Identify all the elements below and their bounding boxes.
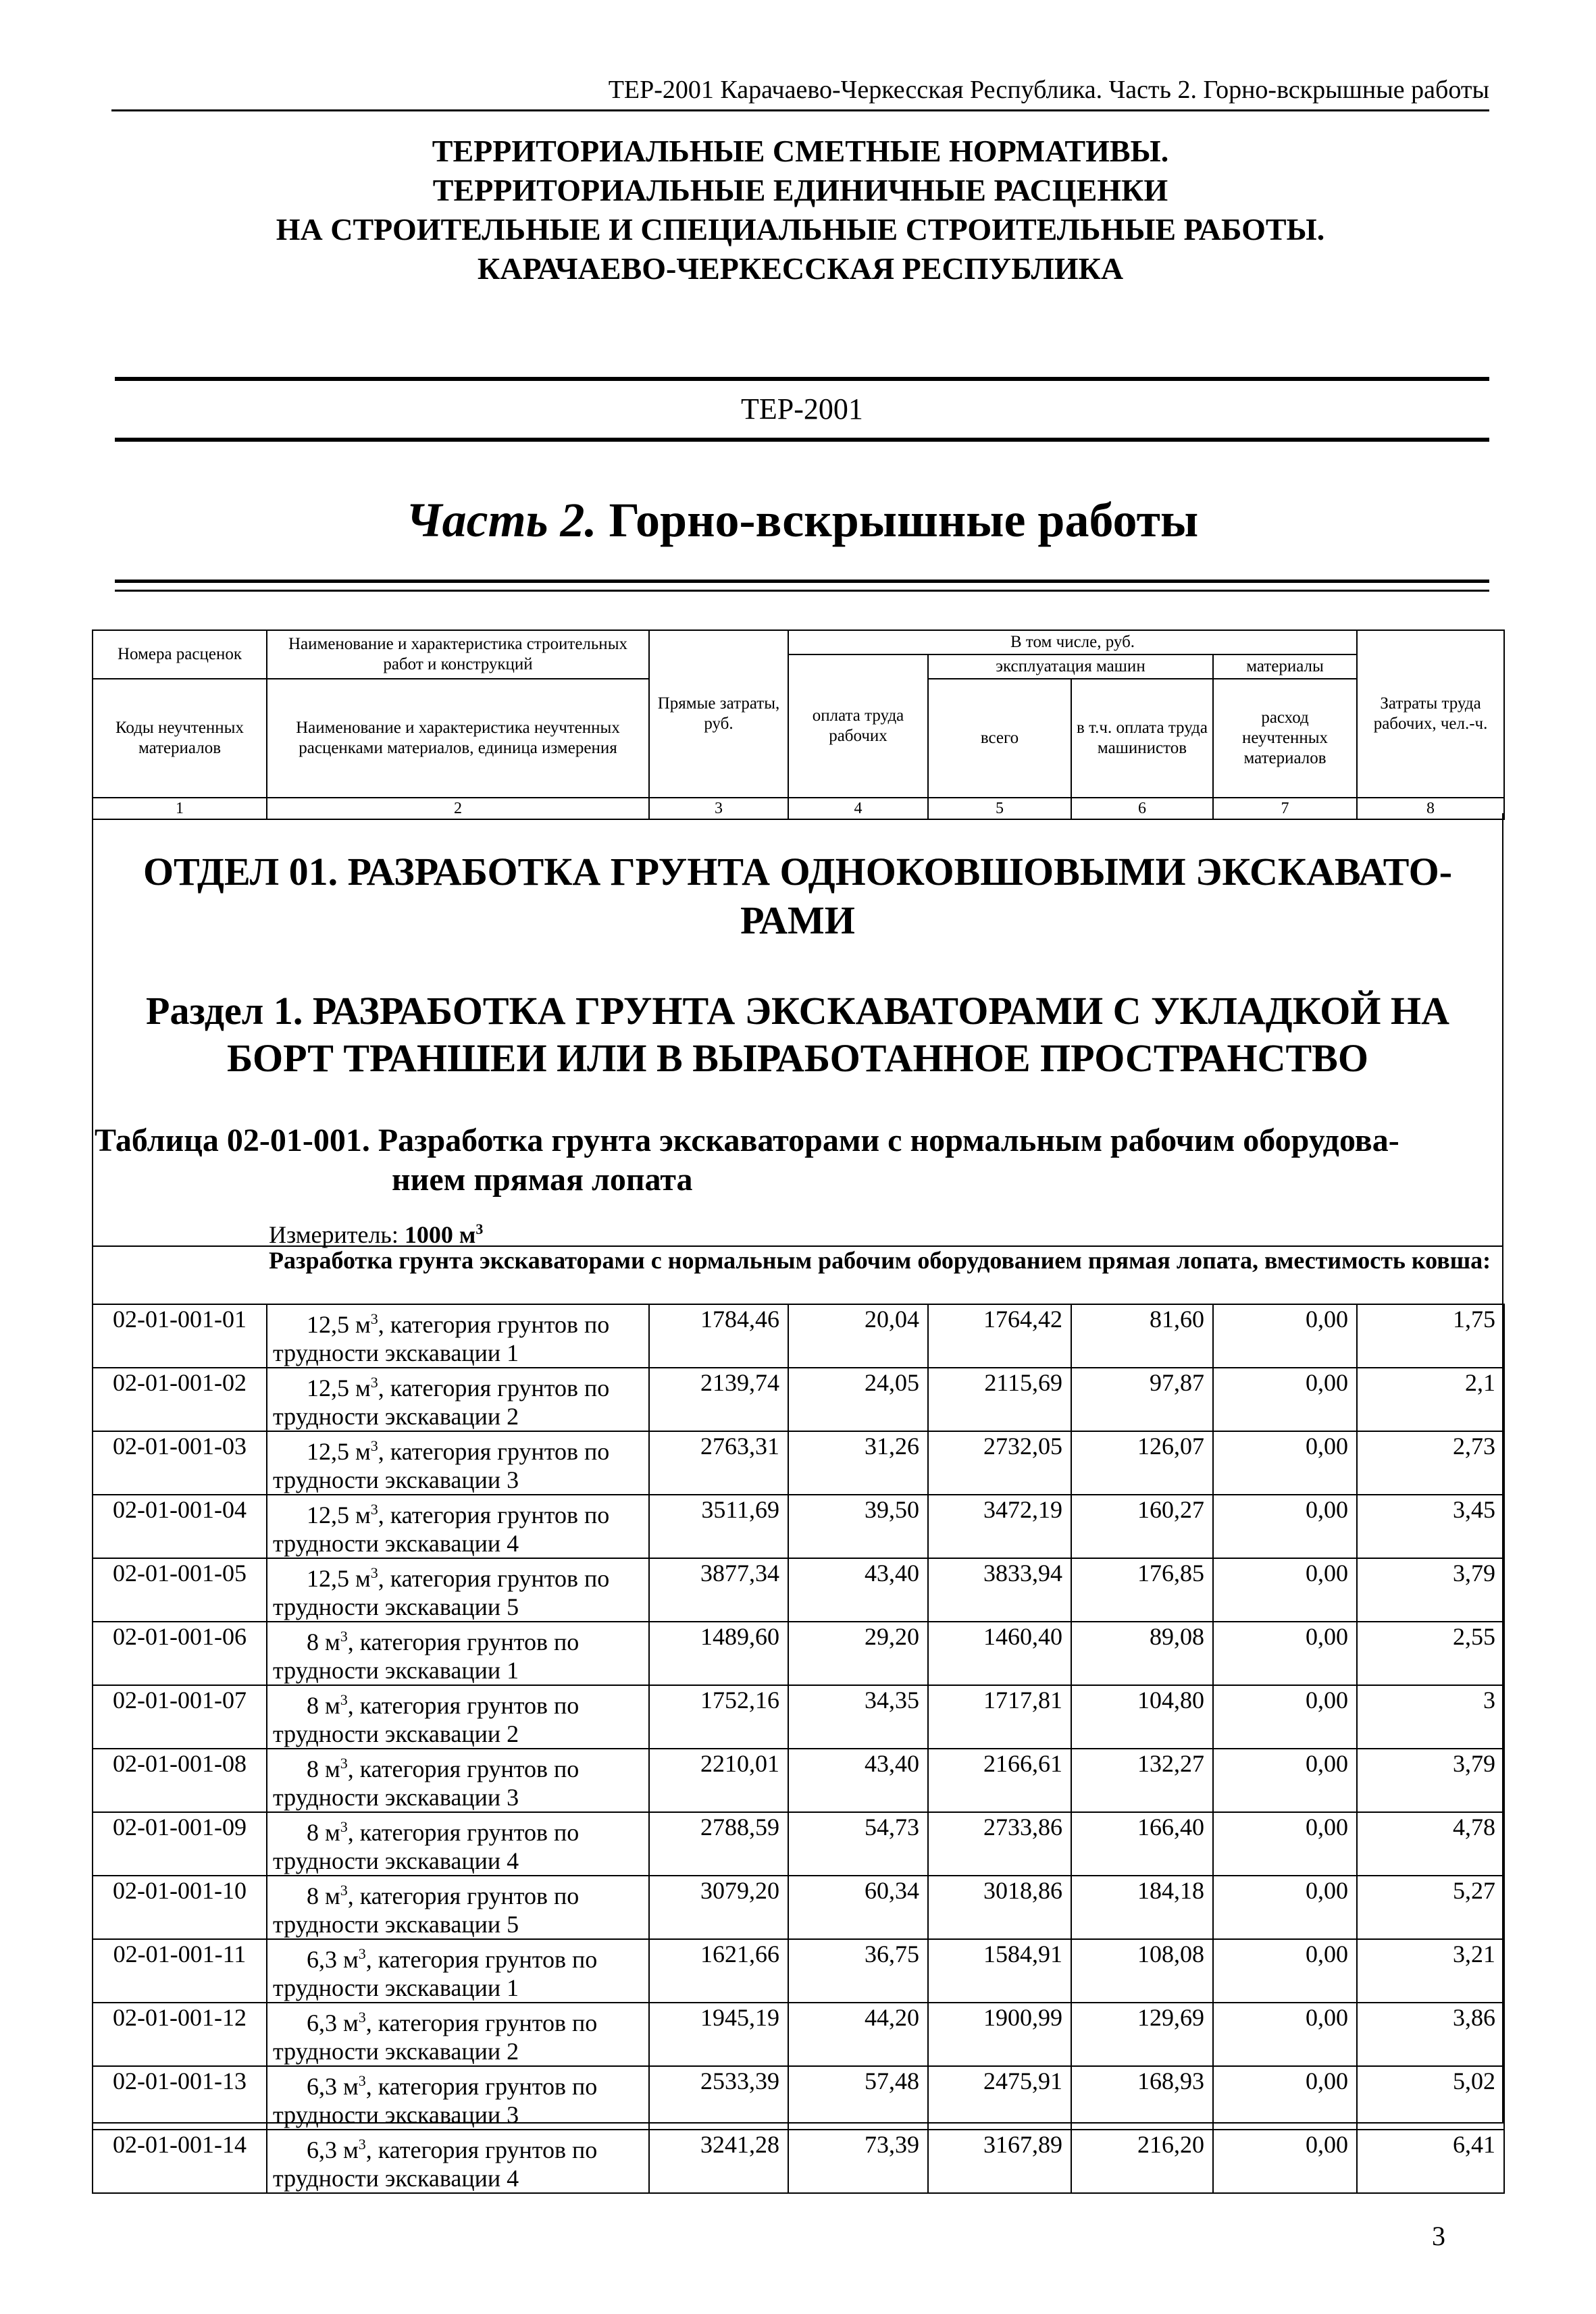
rate-description: 8 $м^3$, категория грунтов по трудности экскавации 2 xyxy=(267,1685,649,1749)
section-line: БОРТ ТРАНШЕИ ИЛИ В ВЫРАБОТАННОЕ ПРОСТРАНСТВО xyxy=(227,1036,1368,1080)
machines-total-value: 1584,91 xyxy=(928,1939,1071,2003)
column-number: 2 xyxy=(267,798,649,819)
direct-costs-value: 3511,69 xyxy=(649,1495,788,1558)
measure-value: 1000 $м^3$ xyxy=(404,1220,484,1248)
header-codes-top: Номера расценок xyxy=(93,630,267,679)
materials-value: 0,00 xyxy=(1213,1304,1357,1368)
labor-hours-value: 3 xyxy=(1357,1685,1504,1749)
title-line: ТЕРРИТОРИАЛЬНЫЕ ЕДИНИЧНЫЕ РАСЦЕНКИ xyxy=(432,173,1168,207)
direct-costs-value: 2533,39 xyxy=(649,2066,788,2130)
section-title xyxy=(92,987,1503,1082)
header-labor-pay: оплата труда рабочих xyxy=(788,654,928,798)
direct-costs-value: 1489,60 xyxy=(649,1622,788,1685)
rate-code: 02-01-001-01 xyxy=(93,1304,267,1368)
table-row xyxy=(93,2130,1504,2193)
machines-total-value: 3167,89 xyxy=(928,2130,1071,2193)
rate-description: 12,5 $м^3$, категория грунтов по трудности экскавации 3 xyxy=(267,1431,649,1495)
machines-total-value: 2732,05 xyxy=(928,1431,1071,1495)
materials-value: 0,00 xyxy=(1213,1749,1357,1812)
title-line: ТЕРРИТОРИАЛЬНЫЕ СМЕТНЫЕ НОРМАТИВЫ. xyxy=(432,134,1169,168)
machines-total-value: 1717,81 xyxy=(928,1685,1071,1749)
labor-pay-value: 73,39 xyxy=(788,2130,928,2193)
column-number: 4 xyxy=(788,798,928,819)
rate-description: 8 $м^3$, категория грунтов по трудности экскавации 1 xyxy=(267,1622,649,1685)
rate-code: 02-01-001-14 xyxy=(93,2130,267,2193)
rate-description: 6,3 $м^3$, категория грунтов по трудности экскавации 1 xyxy=(267,1939,649,2003)
materials-value: 0,00 xyxy=(1213,1368,1357,1431)
column-number: 5 xyxy=(928,798,1071,819)
labor-hours-value: 1,75 xyxy=(1357,1304,1504,1368)
column-number: 7 xyxy=(1213,798,1357,819)
labor-hours-value: 5,27 xyxy=(1357,1876,1504,1939)
header-materials: материалы xyxy=(1213,654,1357,679)
table-row xyxy=(93,1304,1504,1368)
labor-pay-value: 34,35 xyxy=(788,1685,928,1749)
machines-total-value: 1460,40 xyxy=(928,1622,1071,1685)
machines-total-value: 3018,86 xyxy=(928,1876,1071,1939)
part-title xyxy=(115,490,1489,550)
header-machinist-pay: в т.ч. оплата труда машинистов xyxy=(1071,679,1213,798)
labor-pay-value: 57,48 xyxy=(788,2066,928,2130)
rate-description: 12,5 $м^3$, категория грунтов по трудности экскавации 2 xyxy=(267,1368,649,1431)
direct-costs-value: 3241,28 xyxy=(649,2130,788,2193)
rate-description: 12,5 $м^3$, категория грунтов по трудности экскавации 4 xyxy=(267,1495,649,1558)
labor-hours-value: 5,02 xyxy=(1357,2066,1504,2130)
column-number: 6 xyxy=(1071,798,1213,819)
direct-costs-value: 3079,20 xyxy=(649,1876,788,1939)
table-row xyxy=(93,1558,1504,1622)
table-title xyxy=(95,1121,1499,1200)
table-row xyxy=(93,1431,1504,1495)
table-row xyxy=(93,1876,1504,1939)
header-labor-hours: Затраты труда рабочих, чел.-ч. xyxy=(1357,630,1504,798)
labor-hours-value: 4,78 xyxy=(1357,1812,1504,1876)
rate-description: 8 $м^3$, категория грунтов по трудности экскавации 3 xyxy=(267,1749,649,1812)
rate-code: 02-01-001-12 xyxy=(93,2003,267,2066)
labor-hours-value: 2,55 xyxy=(1357,1622,1504,1685)
rate-description: 8 $м^3$, категория грунтов по трудности экскавации 5 xyxy=(267,1876,649,1939)
labor-pay-value: 24,05 xyxy=(788,1368,928,1431)
materials-value: 0,00 xyxy=(1213,2066,1357,2130)
running-header: ТЕР-2001 Карачаево-Черкесская Республика. Часть 2. Горно-вскрышные работы xyxy=(111,73,1489,111)
labor-pay-value: 36,75 xyxy=(788,1939,928,2003)
header-machines: эксплуатация машин xyxy=(928,654,1213,679)
machinist-pay-value: 126,07 xyxy=(1071,1431,1213,1495)
machines-total-value: 2475,91 xyxy=(928,2066,1071,2130)
document-code: ТЕР-2001 xyxy=(741,392,863,426)
machinist-pay-value: 108,08 xyxy=(1071,1939,1213,2003)
machines-total-value: 2115,69 xyxy=(928,1368,1071,1431)
direct-costs-value: 3877,34 xyxy=(649,1558,788,1622)
department-line: РАМИ xyxy=(740,898,855,942)
materials-value: 0,00 xyxy=(1213,1876,1357,1939)
column-header-table xyxy=(92,629,1505,820)
materials-value: 0,00 xyxy=(1213,1431,1357,1495)
rate-code: 02-01-001-07 xyxy=(93,1685,267,1749)
labor-hours-value: 3,79 xyxy=(1357,1558,1504,1622)
labor-hours-value: 2,1 xyxy=(1357,1368,1504,1431)
measure-unit xyxy=(269,1214,483,1250)
labor-pay-value: 44,20 xyxy=(788,2003,928,2066)
materials-value: 0,00 xyxy=(1213,1558,1357,1622)
direct-costs-value: 2763,31 xyxy=(649,1431,788,1495)
rate-code: 02-01-001-05 xyxy=(93,1558,267,1622)
table-row xyxy=(93,1939,1504,2003)
table-title-line: Таблица 02-01-001. Разработка грунта экскаваторами с нормальным рабочим оборудова- xyxy=(95,1123,1399,1158)
machines-total-value: 2733,86 xyxy=(928,1812,1071,1876)
machinist-pay-value: 81,60 xyxy=(1071,1304,1213,1368)
direct-costs-value: 1752,16 xyxy=(649,1685,788,1749)
rate-description: 6,3 $м^3$, категория грунтов по трудности экскавации 3 xyxy=(267,2066,649,2130)
page-number: 3 xyxy=(1432,2221,1445,2251)
table-row xyxy=(93,1749,1504,1812)
labor-pay-value: 29,20 xyxy=(788,1622,928,1685)
labor-hours-value: 6,41 xyxy=(1357,2130,1504,2193)
machinist-pay-value: 97,87 xyxy=(1071,1368,1213,1431)
direct-costs-value: 2210,01 xyxy=(649,1749,788,1812)
table-row xyxy=(93,1685,1504,1749)
group-heading: Разработка грунта экскаваторами с нормальным рабочим оборудованием прямая лопата, вместимость ковша: xyxy=(269,1247,1491,1274)
materials-value: 0,00 xyxy=(1213,2130,1357,2193)
machines-total-value: 3833,94 xyxy=(928,1558,1071,1622)
labor-hours-value: 2,73 xyxy=(1357,1431,1504,1495)
machinist-pay-value: 129,69 xyxy=(1071,2003,1213,2066)
machinist-pay-value: 176,85 xyxy=(1071,1558,1213,1622)
rate-code: 02-01-001-02 xyxy=(93,1368,267,1431)
header-in-total: В том числе, руб. xyxy=(788,630,1357,654)
department-title xyxy=(92,848,1503,945)
rate-description: 8 $м^3$, категория грунтов по трудности экскавации 4 xyxy=(267,1812,649,1876)
machinist-pay-value: 160,27 xyxy=(1071,1495,1213,1558)
materials-value: 0,00 xyxy=(1213,1812,1357,1876)
labor-pay-value: 54,73 xyxy=(788,1812,928,1876)
machinist-pay-value: 132,27 xyxy=(1071,1749,1213,1812)
header-name-top: Наименование и характеристика строительных работ и конструкций xyxy=(267,630,649,679)
column-number: 8 xyxy=(1357,798,1504,819)
machines-total-value: 1900,99 xyxy=(928,2003,1071,2066)
materials-value: 0,00 xyxy=(1213,1939,1357,2003)
header-name-bottom: Наименование и характеристика неучтенных расценками материалов, единица измерения xyxy=(267,679,649,798)
table-row xyxy=(93,1368,1504,1431)
header-codes-bottom: Коды неучтенных материалов xyxy=(93,679,267,798)
divider xyxy=(115,438,1489,442)
rate-code: 02-01-001-10 xyxy=(93,1876,267,1939)
direct-costs-value: 1621,66 xyxy=(649,1939,788,2003)
materials-value: 0,00 xyxy=(1213,1685,1357,1749)
machines-total-value: 3472,19 xyxy=(928,1495,1071,1558)
machinist-pay-value: 216,20 xyxy=(1071,2130,1213,2193)
labor-pay-value: 43,40 xyxy=(788,1558,928,1622)
measure-label: Измеритель: xyxy=(269,1221,398,1248)
machines-total-value: 2166,61 xyxy=(928,1749,1071,1812)
title-line: НА СТРОИТЕЛЬНЫЕ И СПЕЦИАЛЬНЫЕ СТРОИТЕЛЬНЫЕ РАБОТЫ. xyxy=(276,212,1325,247)
rate-description: 12,5 $м^3$, категория грунтов по трудности экскавации 1 xyxy=(267,1304,649,1368)
rate-code: 02-01-001-11 xyxy=(93,1939,267,2003)
labor-hours-value: 3,45 xyxy=(1357,1495,1504,1558)
labor-hours-value: 3,79 xyxy=(1357,1749,1504,1812)
code-block xyxy=(115,377,1489,442)
labor-pay-value: 20,04 xyxy=(788,1304,928,1368)
direct-costs-value: 1784,46 xyxy=(649,1304,788,1368)
labor-pay-value: 31,26 xyxy=(788,1431,928,1495)
rate-code: 02-01-001-04 xyxy=(93,1495,267,1558)
machinist-pay-value: 104,80 xyxy=(1071,1685,1213,1749)
rate-code: 02-01-001-03 xyxy=(93,1431,267,1495)
table-row xyxy=(93,1622,1504,1685)
rates-table xyxy=(92,1304,1505,2194)
rate-description: 6,3 $м^3$, категория грунтов по трудности экскавации 2 xyxy=(267,2003,649,2066)
table-row xyxy=(93,1812,1504,1876)
materials-value: 0,00 xyxy=(1213,1495,1357,1558)
labor-hours-value: 3,21 xyxy=(1357,1939,1504,2003)
part-label: Часть 2. xyxy=(405,493,597,547)
table-row xyxy=(93,2066,1504,2130)
title-line: КАРАЧАЕВО-ЧЕРКЕССКАЯ РЕСПУБЛИКА xyxy=(477,251,1124,286)
part-name: Горно-вскрышные работы xyxy=(609,493,1199,547)
materials-value: 0,00 xyxy=(1213,2003,1357,2066)
double-divider xyxy=(115,580,1489,592)
machinist-pay-value: 166,40 xyxy=(1071,1812,1213,1876)
labor-pay-value: 39,50 xyxy=(788,1495,928,1558)
rate-code: 02-01-001-13 xyxy=(93,2066,267,2130)
section-line: Раздел 1. РАЗРАБОТКА ГРУНТА ЭКСКАВАТОРАМИ С УКЛАДКОЙ НА xyxy=(146,989,1449,1033)
header-direct-costs: Прямые затраты, руб. xyxy=(649,630,788,798)
rate-description: 12,5 $м^3$, категория грунтов по трудности экскавации 5 xyxy=(267,1558,649,1622)
labor-hours-value: 3,86 xyxy=(1357,2003,1504,2066)
machinist-pay-value: 184,18 xyxy=(1071,1876,1213,1939)
column-number: 1 xyxy=(93,798,267,819)
machinist-pay-value: 89,08 xyxy=(1071,1622,1213,1685)
direct-costs-value: 1945,19 xyxy=(649,2003,788,2066)
header-machines-total: всего xyxy=(928,679,1071,798)
rate-description: 6,3 $м^3$, категория грунтов по трудности экскавации 4 xyxy=(267,2130,649,2193)
direct-costs-value: 2139,74 xyxy=(649,1368,788,1431)
direct-costs-value: 2788,59 xyxy=(649,1812,788,1876)
document-title xyxy=(111,132,1489,288)
table-row xyxy=(93,1495,1504,1558)
header-material-usage: расход неучтенных материалов xyxy=(1213,679,1357,798)
rate-code: 02-01-001-06 xyxy=(93,1622,267,1685)
department-line: ОТДЕЛ 01. РАЗРАБОТКА ГРУНТА ОДНОКОВШОВЫМИ ЭКСКАВАТО- xyxy=(143,850,1453,894)
column-number: 3 xyxy=(649,798,788,819)
table-title-line: нием прямая лопата xyxy=(392,1162,693,1198)
labor-pay-value: 43,40 xyxy=(788,1749,928,1812)
rate-code: 02-01-001-09 xyxy=(93,1812,267,1876)
materials-value: 0,00 xyxy=(1213,1622,1357,1685)
labor-pay-value: 60,34 xyxy=(788,1876,928,1939)
table-row xyxy=(93,2003,1504,2066)
machinist-pay-value: 168,93 xyxy=(1071,2066,1213,2130)
machines-total-value: 1764,42 xyxy=(928,1304,1071,1368)
rate-code: 02-01-001-08 xyxy=(93,1749,267,1812)
